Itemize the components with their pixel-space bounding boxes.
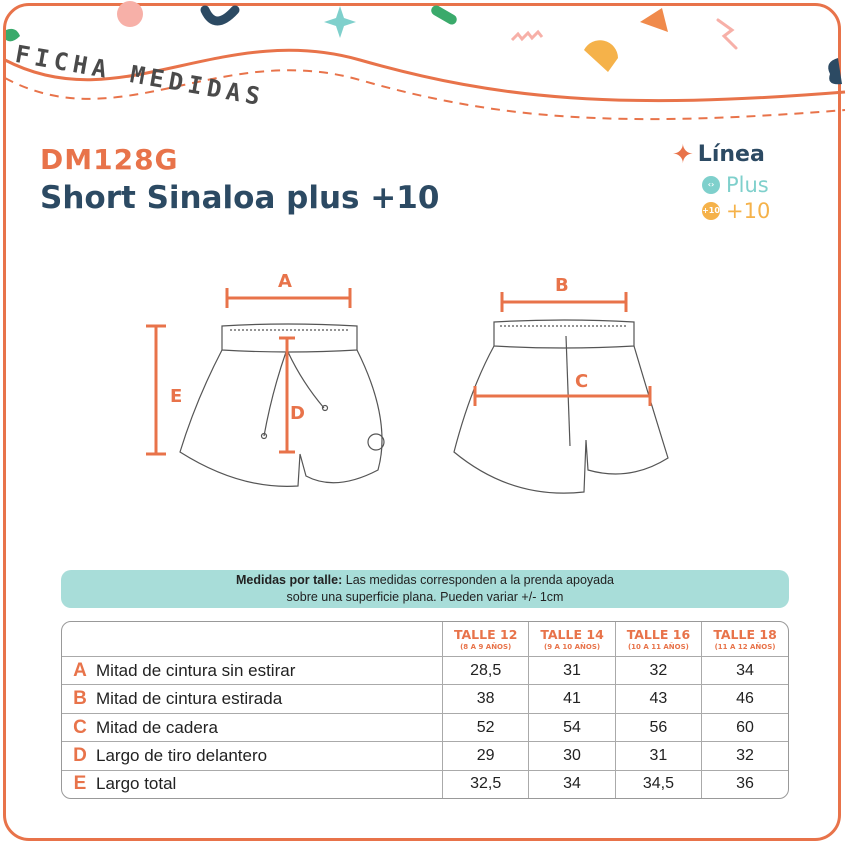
back-short-drawing (454, 320, 668, 493)
pink-blob-shape (117, 1, 143, 27)
header-size-14 (529, 622, 615, 657)
value-cell: 31 (529, 657, 615, 685)
row-label-cell (62, 770, 443, 798)
value-cell: 38 (443, 685, 529, 713)
navy-hook-shape (205, 10, 235, 21)
line-plus10-row (702, 199, 770, 223)
line-label-row (672, 139, 765, 170)
value-cell: 36 (736, 775, 754, 793)
garment-diagram (0, 260, 850, 500)
size-label: TALLE 12 (453, 626, 518, 642)
note-text-1: Las medidas corresponden a la prenda apoyada (342, 573, 614, 587)
age-label: (10 A 11 AÑOS) (627, 642, 689, 651)
age-label: (9 A 10 AÑOS) (544, 642, 601, 651)
pink-zigzag-shape (512, 32, 542, 40)
value-cell: 41 (529, 685, 615, 713)
value-cell: 31 (615, 742, 701, 770)
line-label: Línea (697, 142, 765, 167)
note-text-2: sobre una superficie plana. Pueden variar +/- 1cm (286, 590, 564, 604)
value-cell: 32 (615, 657, 701, 685)
row-label: Mitad de cintura estirada (96, 689, 283, 709)
size-label: TALLE 14 (540, 626, 604, 642)
row-label-cell (62, 742, 443, 770)
line-plus10-label: +10 (726, 199, 771, 223)
row-letter: D (73, 744, 87, 766)
value-cell: 46 (702, 685, 788, 713)
size-label: TALLE 18 (713, 626, 777, 642)
front-short-drawing (180, 324, 384, 486)
row-label-cell (62, 685, 443, 713)
table-row (62, 742, 788, 770)
table-row (62, 685, 788, 713)
row-label-cell (62, 657, 443, 685)
header-blank-cell (62, 622, 443, 657)
value-cell: 30 (529, 742, 615, 770)
teal-sparkle-shape (324, 6, 356, 38)
value-cell: 52 (443, 713, 529, 741)
green-bar-shape (429, 4, 458, 27)
note-bold: Medidas por talle: (236, 573, 343, 587)
value-cell: 60 (702, 713, 788, 741)
row-letter: B (73, 688, 87, 710)
row-letter: E (73, 773, 87, 795)
measurement-note (61, 570, 789, 608)
line-badge (672, 140, 792, 224)
label-e: E (170, 386, 183, 407)
row-letter: C (73, 716, 87, 738)
size-label: TALLE 16 (626, 626, 691, 642)
table-row (62, 770, 788, 798)
label-c: C (575, 371, 589, 392)
label-d: D (290, 403, 305, 424)
header-size-18 (702, 622, 788, 657)
size-table (61, 621, 789, 799)
header-size-16 (615, 622, 701, 657)
value-cell: 34,5 (615, 770, 701, 798)
row-letter: A (73, 659, 87, 681)
value-cell: 28,5 (443, 657, 529, 685)
line-plus-row (702, 173, 769, 197)
table-row (62, 657, 788, 685)
expand-icon: ‹› (702, 176, 720, 194)
pink-bolt-shape (718, 20, 736, 48)
plus10-icon: +10 (702, 202, 720, 220)
header-size-12 (443, 622, 529, 657)
note-line-1 (61, 572, 789, 589)
value-cell: 54 (529, 713, 615, 741)
star-icon: ✦ (672, 139, 694, 170)
value-cell: 34 (702, 657, 788, 685)
value-cell: 29 (443, 742, 529, 770)
navy-blob-shape (828, 58, 842, 84)
row-label: Mitad de cintura sin estirar (96, 660, 296, 680)
row-label-cell (62, 713, 443, 741)
label-b: B (555, 275, 569, 296)
value-cell: 56 (615, 713, 701, 741)
product-title: Short Sinaloa plus +10 (40, 180, 440, 216)
table-row (62, 713, 788, 741)
age-label: (8 A 9 AÑOS) (460, 642, 512, 651)
label-a: A (278, 271, 292, 292)
line-plus-label: Plus (726, 173, 769, 197)
row-label: Largo de tiro delantero (96, 745, 268, 765)
value-cell: 43 (615, 685, 701, 713)
table-header-row (62, 622, 788, 657)
value-cell: 34 (529, 770, 615, 798)
orange-triangle-shape (640, 8, 668, 32)
banner-title: FICHA MEDIDAS (13, 40, 268, 112)
row-label: Mitad de cadera (96, 717, 218, 737)
value-cell: 32,5 (443, 770, 529, 798)
product-code: DM128G (40, 143, 179, 176)
row-label: Largo total (96, 774, 177, 794)
yellow-half-circle-shape (584, 40, 618, 72)
age-label: (11 A 12 AÑOS) (714, 642, 776, 651)
value-cell: 32 (702, 742, 788, 770)
